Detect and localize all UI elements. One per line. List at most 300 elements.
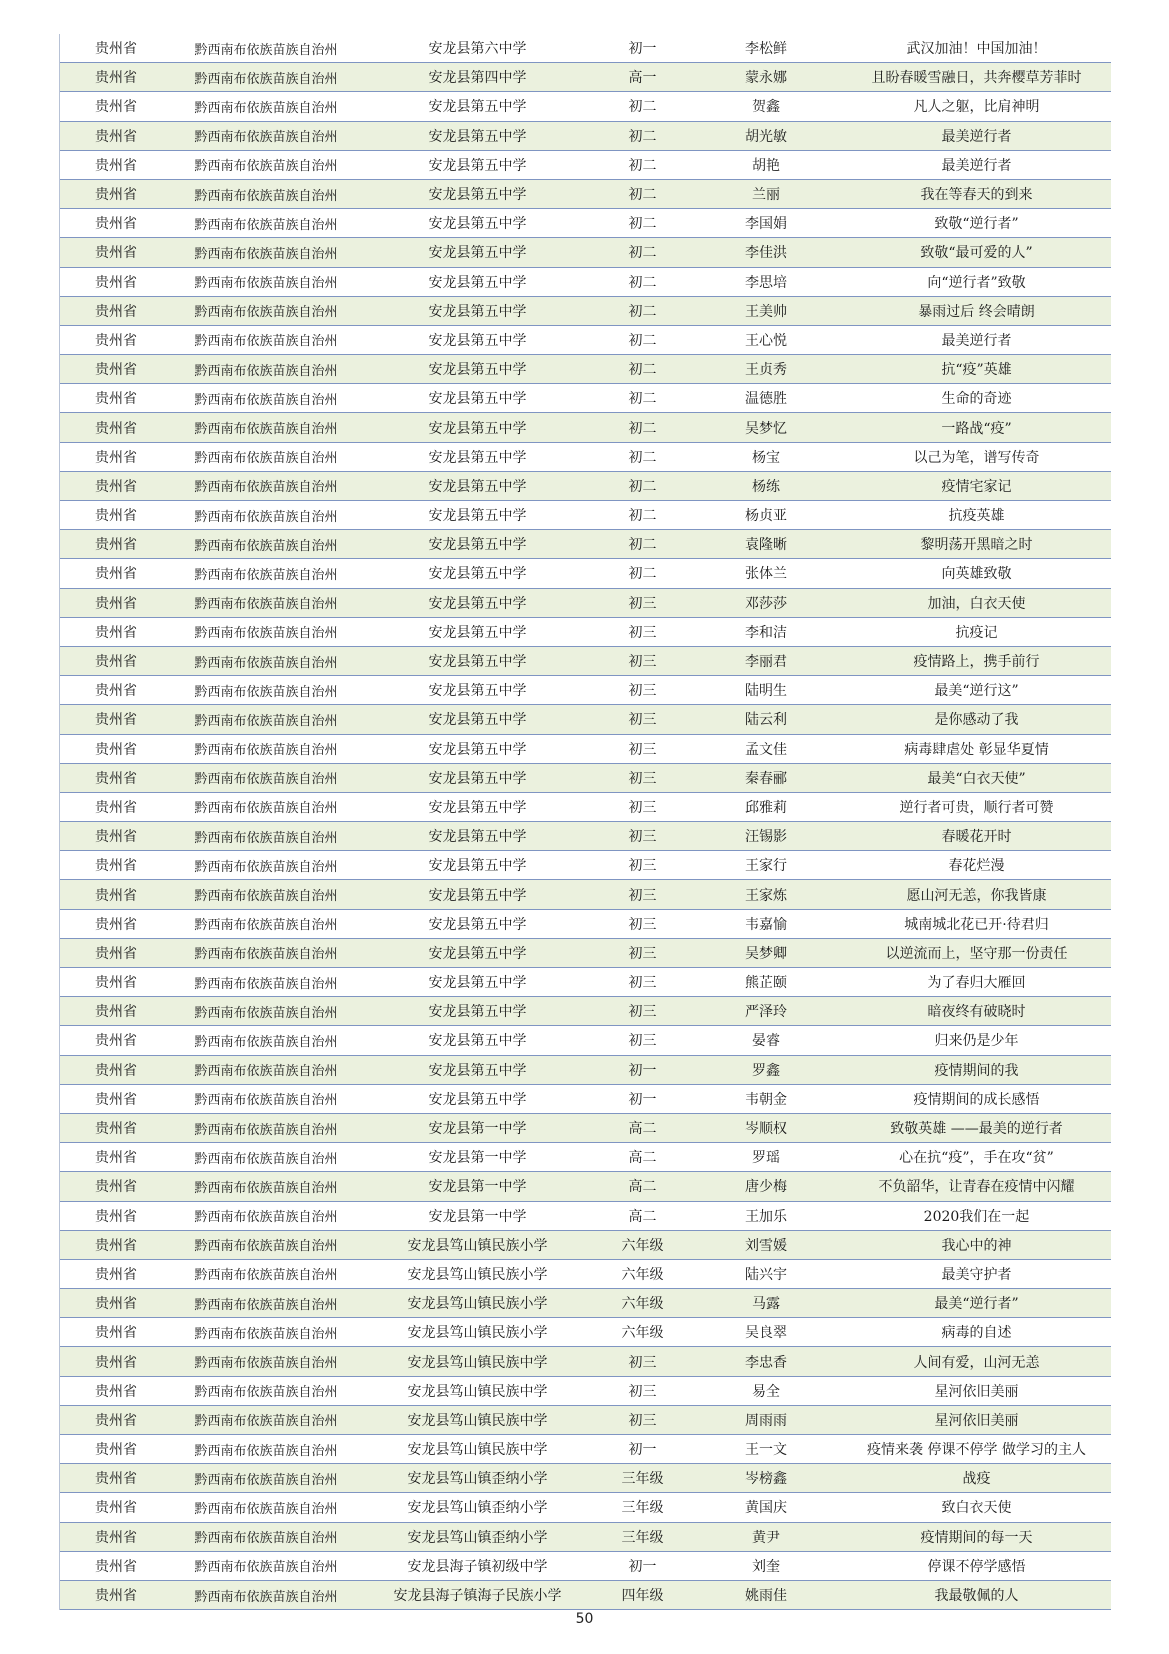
essay-title-cell: 愿山河无恙，你我皆康	[906, 887, 1047, 904]
table-row	[60, 1114, 1111, 1143]
grade-cell: 初一	[628, 1442, 657, 1459]
student-name-cell: 马露	[752, 1296, 780, 1313]
student-name-cell: 杨宝	[752, 449, 780, 466]
prefecture-cell: 黔西南布依族苗族自治州	[194, 422, 338, 438]
grade-cell: 初二	[628, 303, 657, 320]
student-name-cell: 王美帅	[745, 303, 787, 320]
grade-cell: 高二	[628, 1208, 657, 1225]
province-cell: 贵州省	[95, 654, 137, 671]
student-name-cell: 李忠香	[745, 1354, 787, 1371]
table-row	[60, 968, 1111, 997]
grade-cell: 六年级	[621, 1296, 664, 1313]
prefecture-cell: 黔西南布依族苗族自治州	[194, 100, 338, 116]
student-name-cell: 孟文佳	[745, 741, 787, 758]
essay-title-cell: 最美“白衣天使”	[927, 770, 1026, 787]
grade-cell: 初二	[628, 274, 657, 291]
essay-title-cell: 凡人之躯，比肩神明	[913, 99, 1040, 116]
student-name-cell: 王贞秀	[745, 362, 787, 379]
school-cell: 安龙县第五中学	[428, 566, 527, 583]
grade-cell: 初三	[628, 683, 657, 700]
essay-title-cell: 不负韶华，让青春在疫情中闪耀	[878, 1179, 1075, 1196]
essay-title-cell: 为了春归大雁回	[927, 975, 1026, 992]
essay-title-cell: 一路战“疫”	[941, 420, 1012, 437]
student-name-cell: 蒙永娜	[745, 70, 787, 87]
prefecture-cell: 黔西南布依族苗族自治州	[194, 947, 338, 963]
student-name-cell: 汪锡影	[745, 829, 787, 846]
grade-cell: 初三	[628, 1354, 657, 1371]
province-cell: 贵州省	[95, 916, 137, 933]
province-cell: 贵州省	[95, 99, 137, 116]
student-name-cell: 罗瑶	[752, 1150, 780, 1167]
grade-cell: 六年级	[621, 1266, 664, 1283]
province-cell: 贵州省	[95, 1471, 137, 1488]
province-cell: 贵州省	[95, 595, 137, 612]
province-cell: 贵州省	[95, 303, 137, 320]
prefecture-cell: 黔西南布依族苗族自治州	[194, 1326, 338, 1342]
grade-cell: 初三	[628, 770, 657, 787]
essay-title-cell: 星河依旧美丽	[934, 1383, 1019, 1400]
school-cell: 安龙县第五中学	[428, 449, 527, 466]
essay-title-cell: 我在等春天的到来	[920, 187, 1033, 204]
table-row	[60, 122, 1111, 151]
grade-cell: 初一	[628, 41, 657, 58]
essay-title-cell: 最美逆行者	[941, 332, 1012, 349]
prefecture-cell: 黔西南布依族苗族自治州	[194, 772, 338, 788]
student-name-cell: 陆兴宇	[745, 1266, 787, 1283]
prefecture-cell: 黔西南布依族苗族自治州	[194, 918, 338, 934]
province-cell: 贵州省	[95, 799, 137, 816]
school-cell: 安龙县第五中学	[428, 1004, 527, 1021]
province-cell: 贵州省	[95, 187, 137, 204]
prefecture-cell: 黔西南布依族苗族自治州	[194, 1034, 338, 1050]
student-name-cell: 刘奎	[752, 1558, 780, 1575]
grade-cell: 初二	[628, 508, 657, 525]
grade-cell: 高二	[628, 1150, 657, 1167]
table-row	[60, 180, 1111, 209]
school-cell: 安龙县第五中学	[428, 741, 527, 758]
grade-cell: 初三	[628, 624, 657, 641]
province-cell: 贵州省	[95, 1004, 137, 1021]
school-cell: 安龙县笃山镇歪纳小学	[407, 1471, 548, 1488]
grade-cell: 初三	[628, 829, 657, 846]
essay-title-cell: 疫情路上，携手前行	[913, 654, 1040, 671]
province-cell: 贵州省	[95, 478, 137, 495]
province-cell: 贵州省	[95, 274, 137, 291]
grade-cell: 三年级	[621, 1471, 664, 1488]
prefecture-cell: 黔西南布依族苗族自治州	[194, 1005, 338, 1021]
province-cell: 贵州省	[95, 1383, 137, 1400]
grade-cell: 初二	[628, 449, 657, 466]
student-name-cell: 秦春郦	[745, 770, 787, 787]
table-row	[60, 1172, 1111, 1201]
school-cell: 安龙县第五中学	[428, 595, 527, 612]
student-name-cell: 黄尹	[752, 1529, 780, 1546]
essay-title-cell: 抗疫英雄	[948, 508, 1005, 525]
school-cell: 安龙县第五中学	[428, 624, 527, 641]
province-cell: 贵州省	[95, 1266, 137, 1283]
province-cell: 贵州省	[95, 362, 137, 379]
grade-cell: 初二	[628, 420, 657, 437]
school-cell: 安龙县第四中学	[428, 70, 527, 87]
essay-title-cell: 疫情期间的每一天	[920, 1529, 1033, 1546]
province-cell: 贵州省	[95, 624, 137, 641]
prefecture-cell: 黔西南布依族苗族自治州	[194, 188, 338, 204]
school-cell: 安龙县笃山镇歪纳小学	[407, 1500, 548, 1517]
table-row	[60, 851, 1111, 880]
student-name-cell: 李思培	[745, 274, 787, 291]
essay-title-cell: 病毒肆虐处 彰显华夏情	[904, 741, 1049, 758]
table-row	[60, 589, 1111, 618]
school-cell: 安龙县第五中学	[428, 274, 527, 291]
grade-cell: 初三	[628, 1383, 657, 1400]
student-name-cell: 袁隆晰	[745, 537, 787, 554]
grade-cell: 初三	[628, 945, 657, 962]
grade-cell: 初一	[628, 1558, 657, 1575]
student-name-cell: 唐少梅	[745, 1179, 787, 1196]
student-name-cell: 姚雨佳	[745, 1588, 787, 1605]
prefecture-cell: 黔西南布依族苗族自治州	[194, 538, 338, 554]
grade-cell: 初三	[628, 1004, 657, 1021]
school-cell: 安龙县海子镇初级中学	[407, 1558, 548, 1575]
table-row	[60, 1406, 1111, 1435]
province-cell: 贵州省	[95, 683, 137, 700]
student-name-cell: 王加乐	[745, 1208, 787, 1225]
essay-title-cell: 春暖花开时	[941, 829, 1012, 846]
prefecture-cell: 黔西南布依族苗族自治州	[194, 480, 338, 496]
prefecture-cell: 黔西南布依族苗族自治州	[194, 1560, 338, 1576]
student-name-cell: 韦嘉愉	[745, 916, 787, 933]
school-cell: 安龙县第五中学	[428, 332, 527, 349]
student-name-cell: 吴梦卿	[745, 945, 787, 962]
grade-cell: 初三	[628, 916, 657, 933]
school-cell: 安龙县第五中学	[428, 362, 527, 379]
table-row	[60, 92, 1111, 121]
school-cell: 安龙县第五中学	[428, 683, 527, 700]
table-row	[60, 326, 1111, 355]
essay-title-cell: 致白衣天使	[941, 1500, 1012, 1517]
student-name-cell: 李丽君	[745, 654, 787, 671]
school-cell: 安龙县第六中学	[428, 41, 527, 58]
student-name-cell: 吴梦忆	[745, 420, 787, 437]
school-cell: 安龙县第五中学	[428, 1091, 527, 1108]
province-cell: 贵州省	[95, 1325, 137, 1342]
prefecture-cell: 黔西南布依族苗族自治州	[194, 684, 338, 700]
prefecture-cell: 黔西南布依族苗族自治州	[194, 1239, 338, 1255]
grade-cell: 初二	[628, 566, 657, 583]
grade-cell: 初一	[628, 1062, 657, 1079]
student-name-cell: 邓莎莎	[745, 595, 787, 612]
table-row	[60, 559, 1111, 588]
prefecture-cell: 黔西南布依族苗族自治州	[194, 830, 338, 846]
essay-title-cell: 2020我们在一起	[923, 1208, 1030, 1225]
grade-cell: 初二	[628, 216, 657, 233]
table-row	[60, 1523, 1111, 1552]
essay-title-cell: 最美逆行者	[941, 157, 1012, 174]
school-cell: 安龙县第一中学	[428, 1121, 527, 1138]
table-row	[60, 910, 1111, 939]
school-cell: 安龙县第五中学	[428, 128, 527, 145]
prefecture-cell: 黔西南布依族苗族自治州	[194, 1443, 338, 1459]
school-cell: 安龙县第五中学	[428, 420, 527, 437]
province-cell: 贵州省	[95, 537, 137, 554]
prefecture-cell: 黔西南布依族苗族自治州	[194, 567, 338, 583]
essay-title-cell: 加油，白衣天使	[927, 595, 1026, 612]
school-cell: 安龙县笃山镇民族小学	[407, 1325, 548, 1342]
province-cell: 贵州省	[95, 1237, 137, 1254]
school-cell: 安龙县第五中学	[428, 216, 527, 233]
school-cell: 安龙县第五中学	[428, 829, 527, 846]
school-cell: 安龙县笃山镇民族中学	[407, 1442, 548, 1459]
prefecture-cell: 黔西南布依族苗族自治州	[194, 1122, 338, 1138]
student-name-cell: 黄国庆	[745, 1500, 787, 1517]
student-name-cell: 李国娟	[745, 216, 787, 233]
school-cell: 安龙县第五中学	[428, 99, 527, 116]
prefecture-cell: 黔西南布依族苗族自治州	[194, 217, 338, 233]
grade-cell: 初二	[628, 157, 657, 174]
school-cell: 安龙县笃山镇民族小学	[407, 1296, 548, 1313]
grade-cell: 六年级	[621, 1325, 664, 1342]
student-name-cell: 陆云利	[745, 712, 787, 729]
student-name-cell: 王家炼	[745, 887, 787, 904]
table-row	[60, 997, 1111, 1026]
student-name-cell: 兰丽	[752, 187, 780, 204]
table-row	[60, 1289, 1111, 1318]
grade-cell: 六年级	[621, 1237, 664, 1254]
table-row	[60, 735, 1111, 764]
grade-cell: 初二	[628, 391, 657, 408]
table-row	[60, 676, 1111, 705]
province-cell: 贵州省	[95, 41, 137, 58]
province-cell: 贵州省	[95, 1033, 137, 1050]
province-cell: 贵州省	[95, 508, 137, 525]
grade-cell: 初三	[628, 799, 657, 816]
student-name-cell: 严泽玲	[745, 1004, 787, 1021]
province-cell: 贵州省	[95, 245, 137, 262]
student-name-cell: 晏睿	[752, 1033, 780, 1050]
province-cell: 贵州省	[95, 449, 137, 466]
table-row	[60, 34, 1111, 63]
essay-title-cell: 生命的奇迹	[941, 391, 1012, 408]
school-cell: 安龙县第五中学	[428, 157, 527, 174]
school-cell: 安龙县笃山镇歪纳小学	[407, 1529, 548, 1546]
province-cell: 贵州省	[95, 829, 137, 846]
essay-title-cell: 战疫	[962, 1471, 991, 1488]
prefecture-cell: 黔西南布依族苗族自治州	[194, 1297, 338, 1313]
essay-title-cell: 停课不停学感悟	[927, 1558, 1026, 1575]
grade-cell: 高二	[628, 1121, 657, 1138]
province-cell: 贵州省	[95, 1588, 137, 1605]
essay-title-cell: 我最敬佩的人	[934, 1588, 1019, 1605]
table-row	[60, 151, 1111, 180]
essay-title-cell: 疫情期间的我	[934, 1062, 1019, 1079]
essay-title-cell: 致敬“最可爱的人”	[920, 245, 1033, 262]
student-name-cell: 杨练	[752, 478, 780, 495]
school-cell: 安龙县第五中学	[428, 303, 527, 320]
essay-title-cell: 星河依旧美丽	[934, 1412, 1019, 1429]
table-row	[60, 1085, 1111, 1114]
student-name-cell: 李和洁	[745, 624, 787, 641]
table-row	[60, 880, 1111, 909]
school-cell: 安龙县海子镇海子民族小学	[393, 1588, 562, 1605]
grade-cell: 初一	[628, 1091, 657, 1108]
prefecture-cell: 黔西南布依族苗族自治州	[194, 1589, 338, 1605]
prefecture-cell: 黔西南布依族苗族自治州	[194, 159, 338, 175]
school-cell: 安龙县第五中学	[428, 799, 527, 816]
essay-title-cell: 归来仍是少年	[934, 1033, 1019, 1050]
essay-title-cell: 人间有爱，山河无恙	[913, 1354, 1040, 1371]
student-name-cell: 韦朝金	[745, 1091, 787, 1108]
school-cell: 安龙县第五中学	[428, 245, 527, 262]
prefecture-cell: 黔西南布依族苗族自治州	[194, 1501, 338, 1517]
essay-title-cell: 疫情期间的成长感悟	[913, 1091, 1040, 1108]
province-cell: 贵州省	[95, 770, 137, 787]
grade-cell: 初二	[628, 99, 657, 116]
student-name-cell: 胡艳	[752, 157, 780, 174]
essay-title-cell: 武汉加油！中国加油！	[906, 41, 1047, 58]
province-cell: 贵州省	[95, 741, 137, 758]
grade-cell: 初三	[628, 712, 657, 729]
grade-cell: 初二	[628, 478, 657, 495]
school-cell: 安龙县第五中学	[428, 887, 527, 904]
table-row	[60, 1581, 1111, 1610]
table-row	[60, 472, 1111, 501]
prefecture-cell: 黔西南布依族苗族自治州	[194, 859, 338, 875]
table-row	[60, 647, 1111, 676]
essay-title-cell: 抗“疫”英雄	[941, 362, 1012, 379]
province-cell: 贵州省	[95, 1296, 137, 1313]
grade-cell: 初二	[628, 187, 657, 204]
table-row	[60, 1552, 1111, 1581]
essay-title-cell: 疫情宅家记	[941, 478, 1012, 495]
school-cell: 安龙县第五中学	[428, 478, 527, 495]
province-cell: 贵州省	[95, 391, 137, 408]
province-cell: 贵州省	[95, 1442, 137, 1459]
grade-cell: 初二	[628, 362, 657, 379]
prefecture-cell: 黔西南布依族苗族自治州	[194, 42, 338, 58]
student-name-cell: 贺鑫	[752, 99, 780, 116]
essay-title-cell: 城南城北花已开·待君归	[904, 916, 1049, 933]
essay-title-cell: 我心中的神	[941, 1237, 1012, 1254]
table-row	[60, 443, 1111, 472]
student-name-cell: 王一文	[745, 1442, 787, 1459]
province-cell: 贵州省	[95, 945, 137, 962]
province-cell: 贵州省	[95, 1150, 137, 1167]
province-cell: 贵州省	[95, 1500, 137, 1517]
student-name-cell: 罗鑫	[752, 1062, 780, 1079]
essay-title-cell: 向“逆行者”致敬	[927, 274, 1026, 291]
essay-title-cell: 以逆流而上，坚守那一份责任	[885, 945, 1068, 962]
province-cell: 贵州省	[95, 712, 137, 729]
prefecture-cell: 黔西南布依族苗族自治州	[194, 1356, 338, 1372]
student-name-cell: 吴良翠	[745, 1325, 787, 1342]
school-cell: 安龙县第五中学	[428, 945, 527, 962]
province-cell: 贵州省	[95, 1121, 137, 1138]
school-cell: 安龙县第五中学	[428, 508, 527, 525]
essay-title-cell: 暴雨过后 终会晴朗	[918, 303, 1035, 320]
grade-cell: 高一	[628, 70, 657, 87]
student-name-cell: 杨贞亚	[745, 508, 787, 525]
school-cell: 安龙县第一中学	[428, 1179, 527, 1196]
school-cell: 安龙县笃山镇民族中学	[407, 1354, 548, 1371]
essay-title-cell: 心在抗“疫”，手在攻“贫”	[899, 1150, 1054, 1167]
prefecture-cell: 黔西南布依族苗族自治州	[194, 1531, 338, 1547]
province-cell: 贵州省	[95, 1529, 137, 1546]
essay-title-cell: 春花烂漫	[948, 858, 1005, 875]
prefecture-cell: 黔西南布依族苗族自治州	[194, 363, 338, 379]
school-cell: 安龙县第五中学	[428, 975, 527, 992]
prefecture-cell: 黔西南布依族苗族自治州	[194, 976, 338, 992]
essay-title-cell: 最美逆行者	[941, 128, 1012, 145]
school-cell: 安龙县第五中学	[428, 537, 527, 554]
grade-cell: 初三	[628, 741, 657, 758]
prefecture-cell: 黔西南布依族苗族自治州	[194, 392, 338, 408]
student-name-cell: 陆明生	[745, 683, 787, 700]
grade-cell: 初三	[628, 858, 657, 875]
essay-title-cell: 最美守护者	[941, 1266, 1012, 1283]
province-cell: 贵州省	[95, 157, 137, 174]
student-name-cell: 张体兰	[745, 566, 787, 583]
essay-title-cell: 致敬“逆行者”	[934, 216, 1019, 233]
student-name-cell: 岑顺权	[745, 1121, 787, 1138]
province-cell: 贵州省	[95, 1062, 137, 1079]
grade-cell: 三年级	[621, 1529, 664, 1546]
awards-table	[59, 34, 1111, 1610]
province-cell: 贵州省	[95, 1179, 137, 1196]
prefecture-cell: 黔西南布依族苗族自治州	[194, 1472, 338, 1488]
province-cell: 贵州省	[95, 332, 137, 349]
grade-cell: 初二	[628, 332, 657, 349]
school-cell: 安龙县第五中学	[428, 1062, 527, 1079]
school-cell: 安龙县第五中学	[428, 391, 527, 408]
grade-cell: 初三	[628, 595, 657, 612]
table-row	[60, 1347, 1111, 1376]
student-name-cell: 王心悦	[745, 332, 787, 349]
essay-title-cell: 逆行者可贵，顺行者可赞	[899, 799, 1054, 816]
prefecture-cell: 黔西南布依族苗族自治州	[194, 801, 338, 817]
province-cell: 贵州省	[95, 70, 137, 87]
table-row	[60, 764, 1111, 793]
table-row	[60, 1260, 1111, 1289]
table-row	[60, 939, 1111, 968]
table-row	[60, 822, 1111, 851]
essay-title-cell: 以己为笔，谱写传奇	[913, 449, 1040, 466]
table-row	[60, 1493, 1111, 1522]
province-cell: 贵州省	[95, 128, 137, 145]
student-name-cell: 周雨雨	[745, 1412, 787, 1429]
prefecture-cell: 黔西南布依族苗族自治州	[194, 451, 338, 467]
prefecture-cell: 黔西南布依族苗族自治州	[194, 889, 338, 905]
grade-cell: 初三	[628, 654, 657, 671]
student-name-cell: 胡光敏	[745, 128, 787, 145]
prefecture-cell: 黔西南布依族苗族自治州	[194, 655, 338, 671]
province-cell: 贵州省	[95, 420, 137, 437]
grade-cell: 三年级	[621, 1500, 664, 1517]
table-row	[60, 705, 1111, 734]
table-row	[60, 1464, 1111, 1493]
province-cell: 贵州省	[95, 887, 137, 904]
prefecture-cell: 黔西南布依族苗族自治州	[194, 1151, 338, 1167]
grade-cell: 初三	[628, 975, 657, 992]
essay-title-cell: 最美“逆行者”	[934, 1296, 1019, 1313]
table-row	[60, 413, 1111, 442]
table-row	[60, 63, 1111, 92]
essay-title-cell: 向英雄致敬	[941, 566, 1012, 583]
prefecture-cell: 黔西南布依族苗族自治州	[194, 334, 338, 350]
prefecture-cell: 黔西南布依族苗族自治州	[194, 626, 338, 642]
school-cell: 安龙县笃山镇民族中学	[407, 1412, 548, 1429]
table-row	[60, 501, 1111, 530]
grade-cell: 高二	[628, 1179, 657, 1196]
